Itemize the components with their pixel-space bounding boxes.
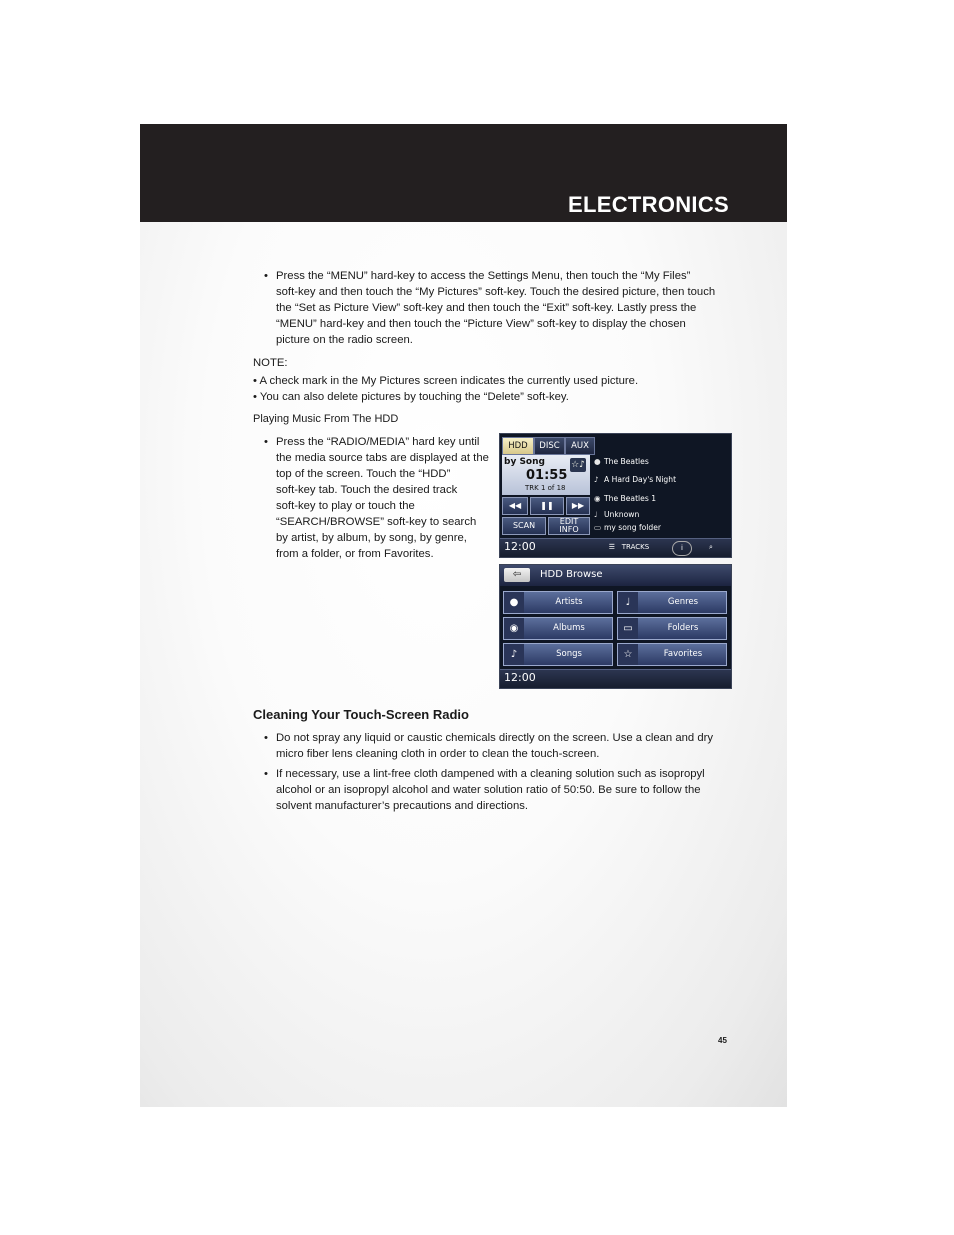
text-line: from a folder, or from Favorites. <box>276 548 434 560</box>
hdd-subheading: Playing Music From The HDD <box>253 413 399 425</box>
mode-label: by Song <box>504 457 545 467</box>
genre-name: Unknown <box>604 510 640 519</box>
info-label: INFO <box>559 525 579 534</box>
note-icon: ♪ <box>504 644 524 665</box>
folder-name: my song folder <box>604 523 661 532</box>
note-text: You can also delete pictures by touching the “Delete” soft-key. <box>259 391 569 403</box>
status-bar <box>500 538 731 557</box>
text-line: top of the screen. Touch the “HDD” <box>276 468 451 480</box>
status-bar <box>500 669 731 688</box>
favorite-star-icon[interactable]: ☆♪ <box>571 460 585 470</box>
note-icon: ♪ <box>594 475 599 484</box>
text-line: “SEARCH/BROWSE” soft-key to search <box>276 516 477 528</box>
track-counter: TRK 1 of 18 <box>525 484 566 492</box>
now-playing-panel <box>502 455 590 495</box>
tab-disc[interactable]: DISC <box>534 437 565 455</box>
edit-info-button[interactable] <box>548 517 590 535</box>
note-item: • You can also delete pictures by touching the “Delete” soft-key. <box>253 391 569 403</box>
song-name: A Hard Day's Night <box>604 475 677 484</box>
info-icon[interactable]: i <box>672 541 692 556</box>
elapsed-time: 01:55 <box>526 468 568 483</box>
text-line: alcohol or an isopropyl alcohol and water solution ratio of 50:50. Be sure to follow the <box>276 784 701 796</box>
folder-icon: ▭ <box>594 523 602 532</box>
note-item: • A check mark in the My Pictures screen indicates the currently used picture. <box>253 375 639 387</box>
albums-button[interactable] <box>503 617 613 640</box>
text-line: micro fiber lens cleaning cloth in order to clean the touch-screen. <box>276 748 600 760</box>
text-line: If necessary, use a lint-free cloth dampened with a cleaning solution such as isopropyl <box>276 768 705 780</box>
tracks-button[interactable] <box>594 541 664 554</box>
person-icon: ● <box>504 592 524 613</box>
disc-icon: ◉ <box>504 618 524 639</box>
list-icon: ☰ <box>608 543 616 551</box>
button-label: Folders <box>667 623 699 633</box>
browse-title: HDD Browse <box>540 569 603 580</box>
text-line: picture on the radio screen. <box>276 334 413 346</box>
song-row <box>594 475 676 484</box>
button-label: Albums <box>553 623 585 633</box>
section-header <box>140 124 787 222</box>
favorite-star-icon: ☆ <box>618 644 638 665</box>
clock: 12:00 <box>504 671 536 684</box>
guitar-icon: ♩ <box>594 510 598 519</box>
artists-button[interactable] <box>503 591 613 614</box>
text-line: Press the “RADIO/MEDIA” hard key until <box>276 436 480 448</box>
bullet-dot: • <box>264 270 268 282</box>
text-line: by artist, by album, by song, by genre, <box>276 532 467 544</box>
tracks-label: TRACKS <box>621 543 650 551</box>
note-label: NOTE: <box>253 357 288 369</box>
button-label: Artists <box>555 597 583 607</box>
hdd-browse-screenshot <box>499 564 732 689</box>
text-line: soft-key tab. Touch the desired track <box>276 484 458 496</box>
text-line: Do not spray any liquid or caustic chemicals directly on the screen. Use a clean and dry <box>276 732 714 744</box>
text-line: soft-key and then touch the “My Pictures” soft-key. Touch the desired picture, then touch <box>276 286 716 298</box>
text-line: the “Set as Picture View” soft-key and then touch the “Exit” soft-key. Lastly press the <box>276 302 697 314</box>
text-line: Press the “MENU” hard-key to access the Settings Menu, then touch the “My Files” <box>276 270 691 282</box>
person-icon: ● <box>594 457 601 466</box>
folder-icon: ▭ <box>618 618 638 639</box>
note-text: A check mark in the My Pictures screen indicates the currently used picture. <box>259 375 639 387</box>
button-label: Songs <box>556 649 582 659</box>
text-line: the media source tabs are displayed at the <box>276 452 489 464</box>
hdd-player-screenshot <box>499 433 732 558</box>
browse-header <box>500 565 731 586</box>
bullet-dot: • <box>264 768 268 780</box>
bullet-dot: • <box>264 732 268 744</box>
folders-button[interactable] <box>617 617 727 640</box>
album-row <box>594 494 656 503</box>
clock: 12:00 <box>504 540 536 553</box>
album-name: The Beatles 1 <box>604 494 657 503</box>
artist-row <box>594 457 649 466</box>
disc-icon: ◉ <box>594 494 601 503</box>
text-line: “MENU” hard-key and then touch the “Picture View” soft-key to display the chosen <box>276 318 686 330</box>
text-line: solvent manufacturer’s precautions and directions. <box>276 800 529 812</box>
artist-name: The Beatles <box>604 457 649 466</box>
button-label: Genres <box>667 597 699 607</box>
bullet-dot: • <box>264 436 268 448</box>
songs-button[interactable] <box>503 643 613 666</box>
section-title: ELECTRONICS <box>568 192 729 217</box>
tab-aux[interactable]: AUX <box>565 437 595 455</box>
tab-hdd[interactable]: HDD <box>502 437 534 455</box>
pause-button[interactable]: ❚❚ <box>530 497 564 515</box>
guitar-icon: ♩ <box>618 592 638 613</box>
button-label: Favorites <box>663 649 703 659</box>
cleaning-heading: Cleaning Your Touch-Screen Radio <box>253 707 469 722</box>
search-browse-icon[interactable]: ⌕ <box>709 543 713 551</box>
text-line: soft-key to play or touch the <box>276 500 415 512</box>
scan-button[interactable]: SCAN <box>502 517 546 535</box>
rewind-button[interactable]: ◀◀ <box>502 497 528 515</box>
folder-row <box>594 523 661 532</box>
page-number: 45 <box>718 1036 727 1045</box>
forward-button[interactable]: ▶▶ <box>566 497 590 515</box>
edit-label: EDIT <box>559 517 579 526</box>
back-arrow-icon[interactable]: ⇦ <box>504 568 530 582</box>
genres-button[interactable] <box>617 591 727 614</box>
genre-row <box>594 510 639 519</box>
favorites-button[interactable] <box>617 643 727 666</box>
